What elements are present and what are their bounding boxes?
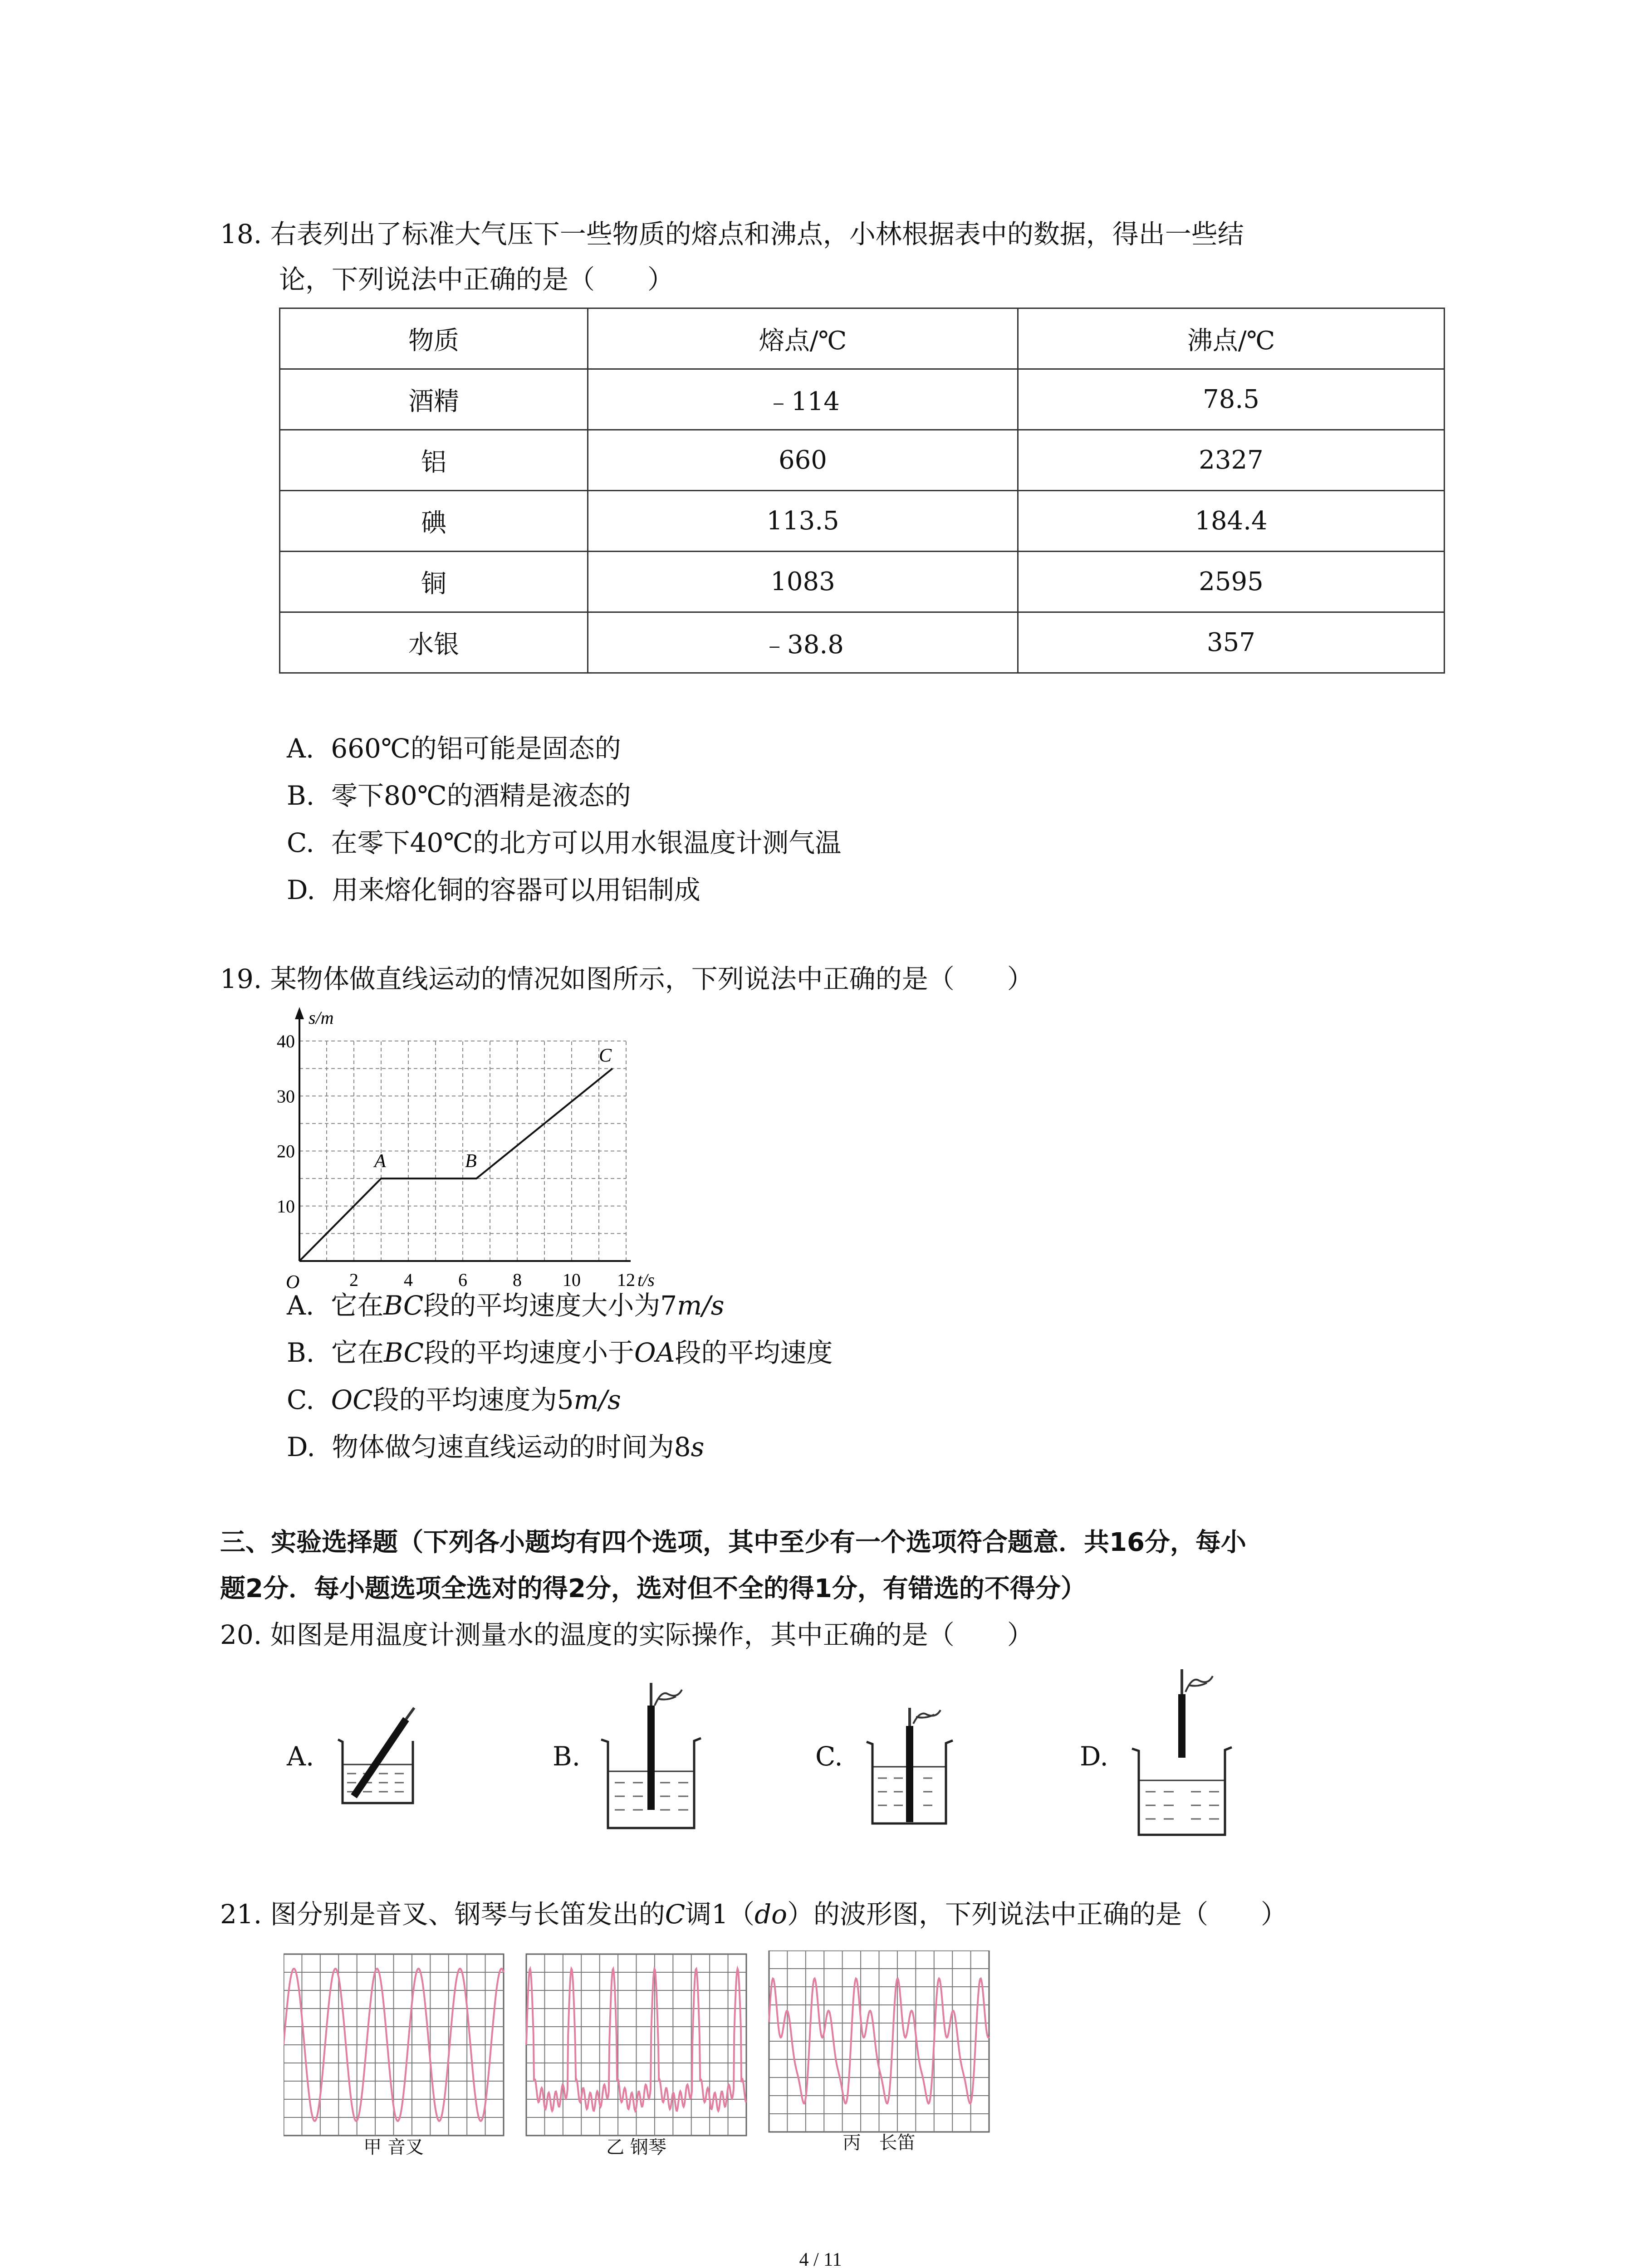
table-row	[280, 552, 1445, 612]
x-axis-label: t/s	[637, 1270, 655, 1290]
q20-option-b-label: B.	[553, 1741, 581, 1772]
thermometer-beaker-d-icon	[1123, 1660, 1245, 1842]
table-row	[280, 491, 1445, 552]
table-cell: ﹣38.8	[588, 612, 1018, 673]
table-cell: 184.4	[1018, 491, 1445, 552]
y-tick-label: 30	[277, 1086, 295, 1107]
q19-option-d	[287, 1423, 704, 1471]
q18-option-c	[287, 819, 841, 866]
q18-number: 18.	[220, 219, 262, 249]
option-unit: m/s	[573, 1384, 621, 1415]
q19-stem: 某物体做直线运动的情况如图所示，下列说法中正确的是（ ）	[270, 963, 1034, 994]
x-tick-label: 6	[458, 1270, 467, 1290]
option-label: B.	[287, 1337, 315, 1368]
waveform-label-tuning-fork: 甲 音叉	[363, 2137, 424, 2158]
q19-option-b	[287, 1329, 833, 1376]
q19-option-c	[287, 1376, 621, 1423]
table-cell: 2327	[1018, 430, 1445, 491]
table-cell: 铜	[280, 552, 588, 612]
option-unit: m/s	[677, 1290, 725, 1321]
option-text: 零下80℃的酒精是液态的	[331, 780, 631, 811]
table-cell: 660	[588, 430, 1018, 491]
y-axis-arrow	[295, 1007, 304, 1019]
option-label: B.	[287, 780, 315, 811]
waveform-panel	[769, 1950, 989, 2132]
st-series-line	[299, 1069, 612, 1261]
q18-stem-2: 论，下列说法中正确的是（ ）	[279, 264, 674, 295]
option-text: 段的平均速度	[675, 1337, 833, 1368]
table-row	[280, 612, 1445, 673]
option-text: 段的平均速度为5	[372, 1384, 574, 1415]
option-unit: s	[691, 1432, 705, 1462]
option-label: C.	[287, 827, 314, 858]
point-label: O	[286, 1272, 300, 1293]
x-tick-label: 10	[563, 1270, 581, 1290]
section-3-heading-2: 题2分．每小题选项全选对的得2分，选对但不全的得1分，有错选的不得分）	[220, 1574, 1086, 1603]
q20-stem: 如图是用温度计测量水的温度的实际操作，其中正确的是（ ）	[270, 1619, 1034, 1650]
thermometer-beaker-c-icon	[860, 1699, 960, 1830]
option-label: D.	[287, 875, 315, 905]
q21-number: 21.	[220, 1899, 262, 1930]
waveform-label-piano: 乙 钢琴	[606, 2137, 666, 2158]
y-tick-label: 40	[277, 1031, 295, 1051]
option-text-italic: BC	[383, 1337, 424, 1368]
q21-stem: 图分别是音叉、钢琴与长笛发出的	[270, 1899, 665, 1930]
point-label: C	[599, 1045, 612, 1066]
q20-option-c-label: C.	[815, 1741, 843, 1772]
thermometer-beaker-b-icon	[592, 1678, 710, 1835]
point-label: A	[374, 1151, 386, 1172]
chart-series	[299, 1069, 612, 1261]
option-label: D.	[287, 1432, 315, 1462]
x-tick-label: 12	[617, 1270, 635, 1290]
waveform-label-flute: 丙 长笛	[843, 2132, 916, 2153]
option-text: 物体做匀速直线运动的时间为8	[332, 1432, 691, 1462]
y-tick-label: 10	[277, 1196, 295, 1217]
chart-grid	[299, 1041, 626, 1261]
option-label: A.	[287, 1290, 314, 1321]
table-cell: 2595	[1018, 552, 1445, 612]
x-tick-label: 8	[513, 1270, 522, 1290]
q19-st-graph	[272, 1005, 690, 1295]
q19-line1	[220, 956, 1034, 1002]
q21-waveforms	[284, 1950, 1009, 2141]
thermometer-beaker-a-icon	[333, 1706, 424, 1810]
option-label: A.	[287, 733, 314, 764]
table-row	[280, 369, 1445, 430]
q18-option-d	[287, 866, 700, 914]
option-label: C.	[287, 1384, 314, 1415]
option-text-italic: BC	[383, 1290, 424, 1321]
table-header: 沸点/℃	[1018, 308, 1445, 369]
table-row	[280, 430, 1445, 491]
y-tick-label: 20	[277, 1141, 295, 1162]
option-text: 段的平均速度大小为7	[423, 1290, 677, 1321]
table-header: 熔点/℃	[588, 308, 1018, 369]
q20-option-d-label: D.	[1080, 1741, 1108, 1772]
q21-line1	[220, 1892, 1287, 1937]
option-text: 它在	[331, 1337, 384, 1368]
q21-stem: 调1（	[685, 1899, 754, 1930]
chart-point-labels	[286, 1046, 612, 1293]
table-cell: 酒精	[280, 369, 588, 430]
q20-number: 20.	[220, 1619, 262, 1650]
option-text-italic: OC	[331, 1384, 373, 1415]
q21-stem: ）的波形图，下列说法中正确的是（ ）	[787, 1899, 1288, 1930]
x-tick-label: 4	[404, 1270, 413, 1290]
q19-option-a	[287, 1282, 725, 1329]
option-text: 它在	[331, 1290, 384, 1321]
table-header-row	[280, 308, 1445, 369]
table-cell: 113.5	[588, 491, 1018, 552]
melting-point-table	[279, 308, 1445, 674]
q20-line1	[220, 1612, 1034, 1657]
q18-line1	[220, 211, 1244, 257]
option-text: 段的平均速度小于	[424, 1337, 635, 1368]
q20-option-a-label: A.	[287, 1741, 314, 1772]
chart-tick-labels	[277, 1007, 655, 1290]
option-text: 用来熔化铜的容器可以用铝制成	[332, 875, 700, 905]
q18-option-a	[287, 725, 621, 772]
option-text-italic: OA	[634, 1337, 675, 1368]
y-axis-label: s/m	[309, 1007, 334, 1028]
option-text: 在零下40℃的北方可以用水银温度计测气温	[331, 827, 842, 858]
option-text: 660℃的铝可能是固态的	[331, 733, 621, 764]
table-cell: 357	[1018, 612, 1445, 673]
point-label: B	[465, 1151, 477, 1172]
q21-stem-italic: do	[754, 1899, 788, 1930]
table-cell: 1083	[588, 552, 1018, 612]
table-cell: 铝	[280, 430, 588, 491]
table-cell: 碘	[280, 491, 588, 552]
table-cell: 水银	[280, 612, 588, 673]
q18-option-b	[287, 772, 631, 819]
q21-stem-italic: C	[665, 1899, 686, 1930]
x-tick-label: 2	[349, 1270, 358, 1290]
table-cell: 78.5	[1018, 369, 1445, 430]
table-cell: ﹣114	[588, 369, 1018, 430]
q18-stem-1: 右表列出了标准大气压下一些物质的熔点和沸点，小林根据表中的数据，得出一些结	[270, 219, 1244, 249]
q19-number: 19.	[220, 963, 262, 994]
table-header: 物质	[280, 308, 588, 369]
page-number: 4 / 11	[799, 2249, 842, 2268]
section-3-heading-1: 三、实验选择题（下列各小题均有四个选项，其中至少有一个选项符合题意．共16分，每小	[220, 1528, 1246, 1557]
